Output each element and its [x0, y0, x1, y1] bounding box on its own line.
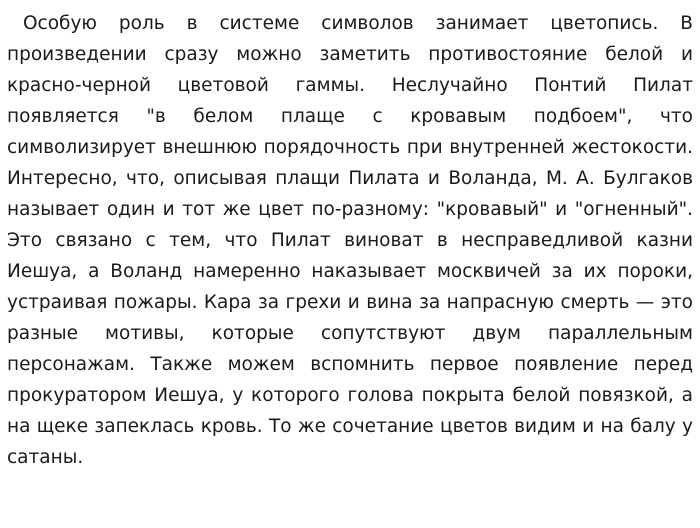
body-paragraph: Особую роль в системе символов занимает цветопись. В произведении сразу можно заметить противостояние белой и красно-черной цветовой гаммы. Неслучайно Понтий Пилат появляется "в белом плаще с кровавым подбоем", что символизирует внешнюю порядочность при внутренней жестокости. Интересно, что, описывая плащи Пилата и Воланда, М. А. Булгаков называет один и тот же цвет по-разному: "кровавый" и "огненный". Это связано с тем, что Пилат виноват в несправедливой казни Иешуа, а Воланд намеренно наказывает москвичей за их пороки, устраивая пожары. Кара за грехи и вина за напрасную смерть — это разные мотивы, которые сопутствуют двум параллельным персонажам. Также можем вспомнить первое появление перед прокуратором Иешуа, у которого голова покрыта белой повязкой, а на щеке запеклась кровь. То же сочетание цветов видим и на балу у сатаны. — [7, 13, 693, 468]
document-page — [7, 8, 693, 473]
